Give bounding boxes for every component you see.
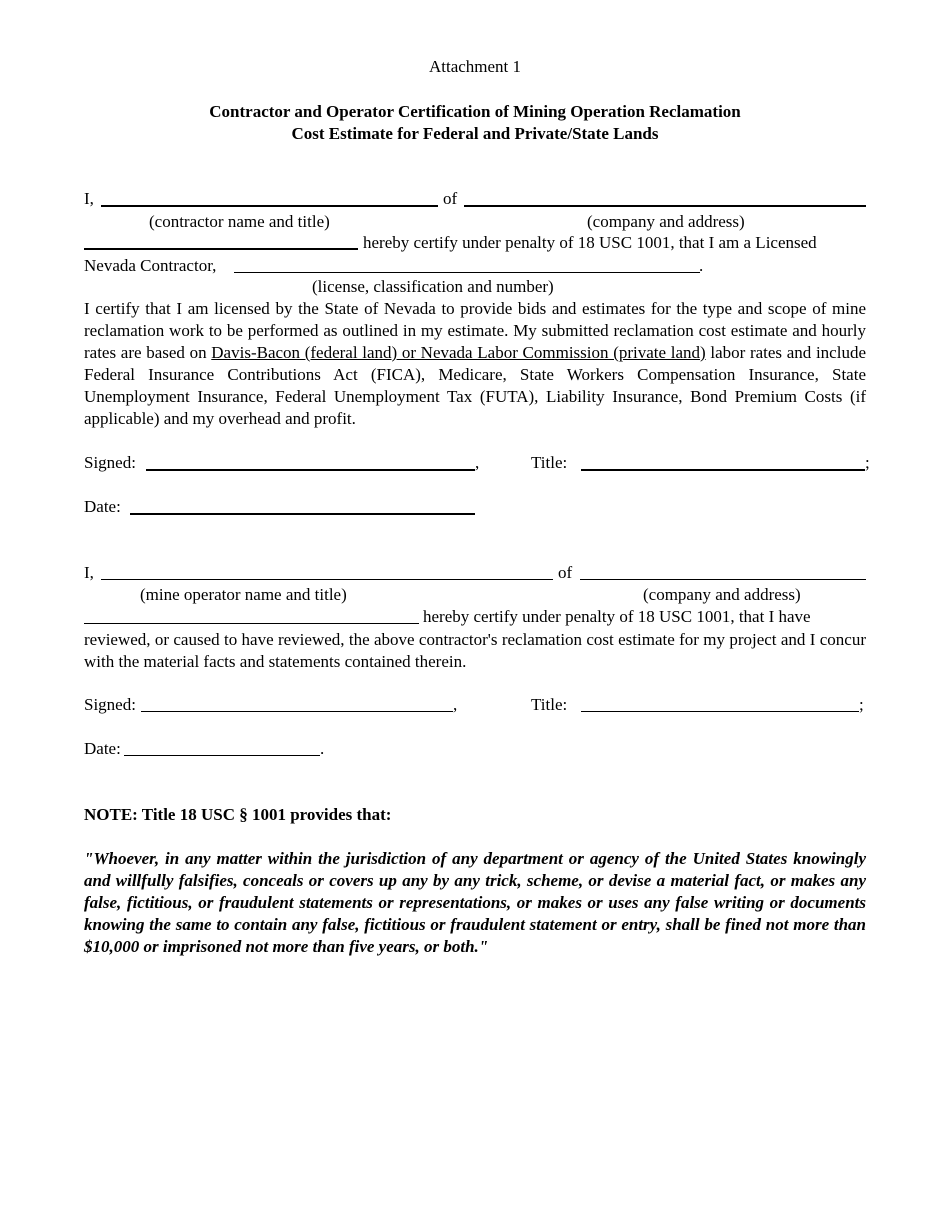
contractor-title-semicolon: ;: [865, 453, 870, 472]
operator-company-caption: (company and address): [643, 585, 801, 604]
contractor-date-field[interactable]: [130, 513, 475, 515]
contractor-company-caption: (company and address): [587, 212, 745, 231]
contractor-signed-comma: ,: [475, 453, 480, 472]
contractor-title-field[interactable]: [581, 469, 865, 471]
operator-title-semicolon: ;: [859, 695, 864, 714]
contractor-signature-field[interactable]: [146, 469, 475, 471]
operator-extra-field[interactable]: [84, 623, 419, 624]
contractor-name-caption: (contractor name and title): [149, 212, 330, 231]
contractor-of-label: of: [443, 189, 458, 208]
attachment-label: Attachment 1: [428, 57, 522, 76]
contractor-date-label: Date:: [84, 497, 121, 516]
operator-name-caption: (mine operator name and title): [140, 585, 347, 604]
paragraph-text-end: labor rates and include Federal Insurance Contributions Act (FICA), Medicare, State Workers Compensation Insurance, State Unemployment Insurance, Federal Unemployment Tax (FUTA), Liability Insurance, Bond Premium Costs (if applicable) and my overhead and profit.: [84, 343, 866, 428]
operator-title-field[interactable]: [581, 711, 859, 712]
page-title-line-1: Contractor and Operator Certification of Mining Operation Reclamation: [209, 102, 741, 121]
operator-date-label: Date:: [84, 739, 121, 758]
operator-signed-comma: ,: [453, 695, 458, 714]
operator-date-period: .: [320, 739, 325, 758]
contractor-i-label: I,: [84, 189, 94, 208]
usc-1001-quote: "Whoever, in any matter within the jurisdiction of any department or agency of the United States knowingly and willfully falsifies, conceals or covers up any by any trick, scheme, or devise a material fact, or makes any false, fictitious, or fraudulent statements or representations, or makes or uses any false writing or documents knowing the same to contain any false, fictitious or fraudulent statement or entry, shall be fined not more than $10,000 or imprisoned not more than five years, or both.": [84, 849, 866, 956]
wage-rate-basis: Davis-Bacon (federal land) or Nevada Labor Commission (private land): [211, 343, 706, 362]
contractor-signed-label: Signed:: [84, 453, 136, 472]
operator-signature-field[interactable]: [141, 711, 453, 712]
operator-certification-paragraph: reviewed, or caused to have reviewed, the above contractor's reclamation cost estimate for my project and I concur with the material facts and statements contained therein.: [84, 630, 866, 671]
contractor-company-field[interactable]: [464, 205, 866, 207]
operator-of-label: of: [558, 563, 573, 582]
contractor-certify-text: hereby certify under penalty of 18 USC 1001, that I am a Licensed: [363, 233, 817, 252]
nevada-contractor-label: Nevada Contractor,: [84, 256, 217, 275]
contractor-title-label: Title:: [531, 453, 568, 472]
operator-company-field[interactable]: [580, 579, 866, 580]
note-heading: NOTE: Title 18 USC § 1001 provides that:: [84, 805, 392, 824]
license-caption: (license, classification and number): [312, 277, 554, 296]
operator-certify-text: hereby certify under penalty of 18 USC 1001, that I have: [423, 607, 811, 626]
contractor-name-field[interactable]: [101, 205, 438, 207]
contractor-certification-paragraph: [84, 298, 866, 430]
operator-name-field[interactable]: [101, 579, 553, 580]
contractor-license-field[interactable]: [234, 272, 700, 273]
contractor-extra-field[interactable]: [84, 248, 358, 250]
operator-title-label: Title:: [531, 695, 568, 714]
operator-i-label: I,: [84, 563, 94, 582]
paragraph-text-start: I certify that I am licensed by the State of Nevada to provide bids and estimates for the type and scope of mine reclamation work to be performed as outlined in my estimate. My submitted reclamation cost estimate and hourly rates are based on: [84, 299, 866, 362]
contractor-license-period: .: [699, 256, 704, 275]
page-title-line-2: Cost Estimate for Federal and Private/State Lands: [291, 124, 659, 143]
operator-signed-label: Signed:: [84, 695, 136, 714]
operator-date-field[interactable]: [124, 755, 320, 756]
